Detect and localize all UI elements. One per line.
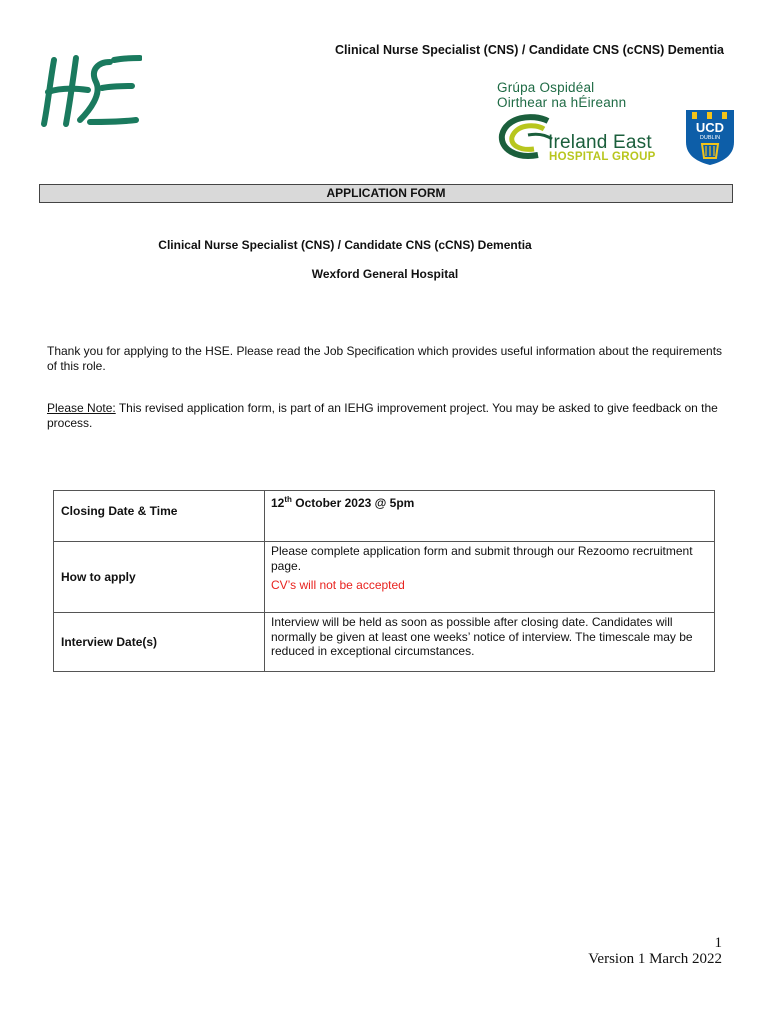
header-title: Clinical Nurse Specialist (CNS) / Candidate CNS (cCNS) Dementia [335,43,724,57]
table-row [54,613,715,672]
hospital-name: Wexford General Hospital [311,267,459,281]
how-to-apply-value [265,542,715,613]
note-label: Please Note: [47,401,116,415]
intro-paragraph: Thank you for applying to the HSE. Please read the Job Specification which provides useful information about the requirements of this role. [47,344,723,373]
closing-date-label: Closing Date & Time [54,491,265,542]
table-row [54,542,715,613]
cv-warning: CV’s will not be accepted [271,578,405,592]
how-to-apply-label: How to apply [54,542,265,613]
table-row [54,491,715,542]
role-title: Clinical Nurse Specialist (CNS) / Candidate CNS (cCNS) Dementia [158,238,532,252]
form-banner: APPLICATION FORM [39,184,733,203]
iehg-name: Ireland East [548,132,652,153]
ucd-dublin-text: DUBLIN [699,135,721,141]
interview-value: Interview will be held as soon as possible after closing date. Candidates will normally be given at least one weeks’ notice of interview. The timescale may be reduced in exceptional circumstances. [265,613,715,672]
info-table [53,490,715,672]
iehg-mark-icon [498,113,554,159]
note-paragraph [47,401,727,430]
apply-text: Please complete application form and submit through our Rezoomo recruitment page. [271,544,693,573]
version-label: Version 1 March 2022 [588,951,722,967]
note-text: This revised application form, is part of an IEHG improvement project. You may be asked to give feedback on the process. [47,401,718,430]
ucd-text: UCD [695,120,725,135]
iehg-subtitle: HOSPITAL GROUP [549,151,656,163]
hse-logo [40,52,142,130]
ucd-logo [684,106,736,166]
page-number: 1 [714,935,722,951]
closing-date-value: 12th October 2023 @ 5pm [265,491,715,542]
iehg-irish-name: Grúpa Ospidéal Oirthear na hÉireann [497,80,627,110]
interview-label: Interview Date(s) [54,613,265,672]
